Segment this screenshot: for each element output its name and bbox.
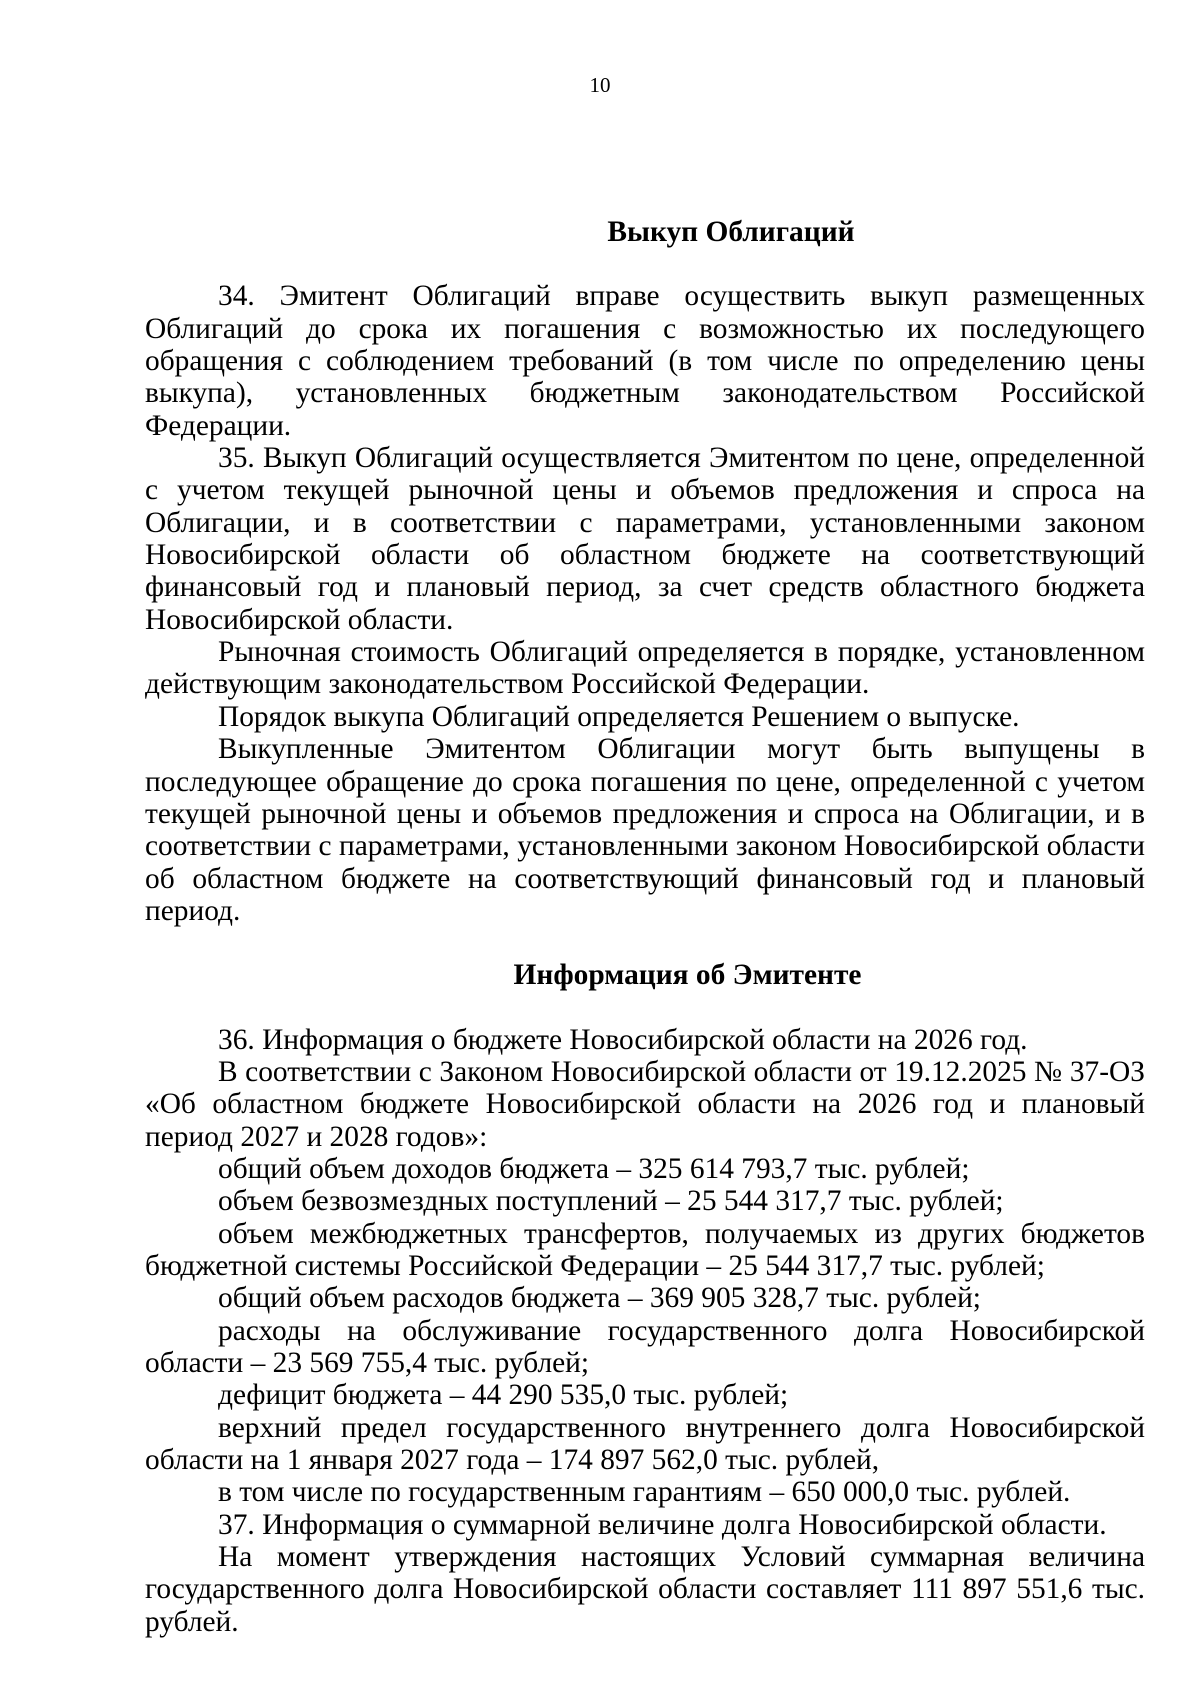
- paragraph-37: 37. Информация о суммарной величине долга Новосибирской области.: [218, 1508, 1107, 1541]
- spacer: [145, 927, 1145, 959]
- paragraph-reissue: Выкупленные Эмитентом Облигации могут быть выпущены в последующее обращение до срока погашения по цене, определенной с учетом текущей рыночной цены и объемов предложения и спроса на Облигации, и в соответствии с параметрами, установленными законом Новосибирской области об областном бюджете на соответствующий финансовый год и плановый период.: [145, 733, 1145, 927]
- paragraph-34: 34. Эмитент Облигаций вправе осуществить выкуп размещенных Облигаций до срока их погашения с возможностью их последующего обращения с соблюдением требований (в том числе по определению цены выкупа), установленных бюджетным законодательством Российской Федерации.: [145, 280, 1145, 442]
- paragraph-35: 35. Выкуп Облигаций осуществляется Эмитентом по цене, определенной с учетом текущей рыночной цены и объемов предложения и спроса на Облигации, и в соответствии с параметрами, установленными законом Новосибирской области об областном бюджете на соответствующий финансовый год и плановый период, за счет средств областного бюджета Новосибирской области.: [145, 442, 1145, 636]
- budget-item-transfers: объем межбюджетных трансфертов, получаемых из других бюджетов бюджетной системы Российской Федерации – 25 544 317,7 тыс. рублей;: [145, 1217, 1145, 1282]
- paragraph-market-value: Рыночная стоимость Облигаций определяется в порядке, установленном действующим законодательством Российской Федерации.: [145, 636, 1145, 701]
- budget-item-expenditure: общий объем расходов бюджета – 369 905 328,7 тыс. рублей;: [218, 1282, 981, 1315]
- budget-item-debt-limit: верхний предел государственного внутреннего долга Новосибирской области на 1 января 2027 года – 174 897 562,0 тыс. рублей,: [145, 1411, 1145, 1477]
- spacer: [145, 248, 1145, 280]
- page-number: 10: [589, 73, 611, 97]
- paragraph-law-reference: В соответствии с Законом Новосибирской области от 19.12.2025 № 37-ОЗ «Об областном бюджете Новосибирской области на 2026 год и плановый период 2027 и 2028 годов»:: [145, 1055, 1145, 1153]
- section-heading-issuer-info: Информация об Эмитенте: [513, 959, 862, 992]
- spacer: [145, 992, 1145, 1024]
- paragraph-36: 36. Информация о бюджете Новосибирской области на 2026 год.: [218, 1023, 1028, 1056]
- budget-item-guarantees: в том числе по государственным гарантиям – 650 000,0 тыс. рублей.: [218, 1476, 1071, 1509]
- budget-item-gratuitous-receipts: объем безвозмездных поступлений – 25 544 317,7 тыс. рублей;: [218, 1185, 1004, 1218]
- document-body: [145, 216, 1145, 1638]
- budget-item-debt-service: расходы на обслуживание государственного долга Новосибирской области – 23 569 755,4 тыс. рублей;: [145, 1314, 1145, 1379]
- paragraph-buyback-order: Порядок выкупа Облигаций определяется Решением о выпуске.: [218, 700, 1020, 733]
- budget-item-deficit: дефицит бюджета – 44 290 535,0 тыс. рублей;: [218, 1379, 789, 1412]
- paragraph-total-debt: На момент утверждения настоящих Условий суммарная величина государственного долга Новосибирской области составляет 111 897 551,6 тыс. рублей.: [145, 1541, 1145, 1638]
- budget-item-revenue: общий объем доходов бюджета – 325 614 793,7 тыс. рублей;: [218, 1152, 970, 1185]
- section-heading-buyback: Выкуп Облигаций: [607, 216, 855, 248]
